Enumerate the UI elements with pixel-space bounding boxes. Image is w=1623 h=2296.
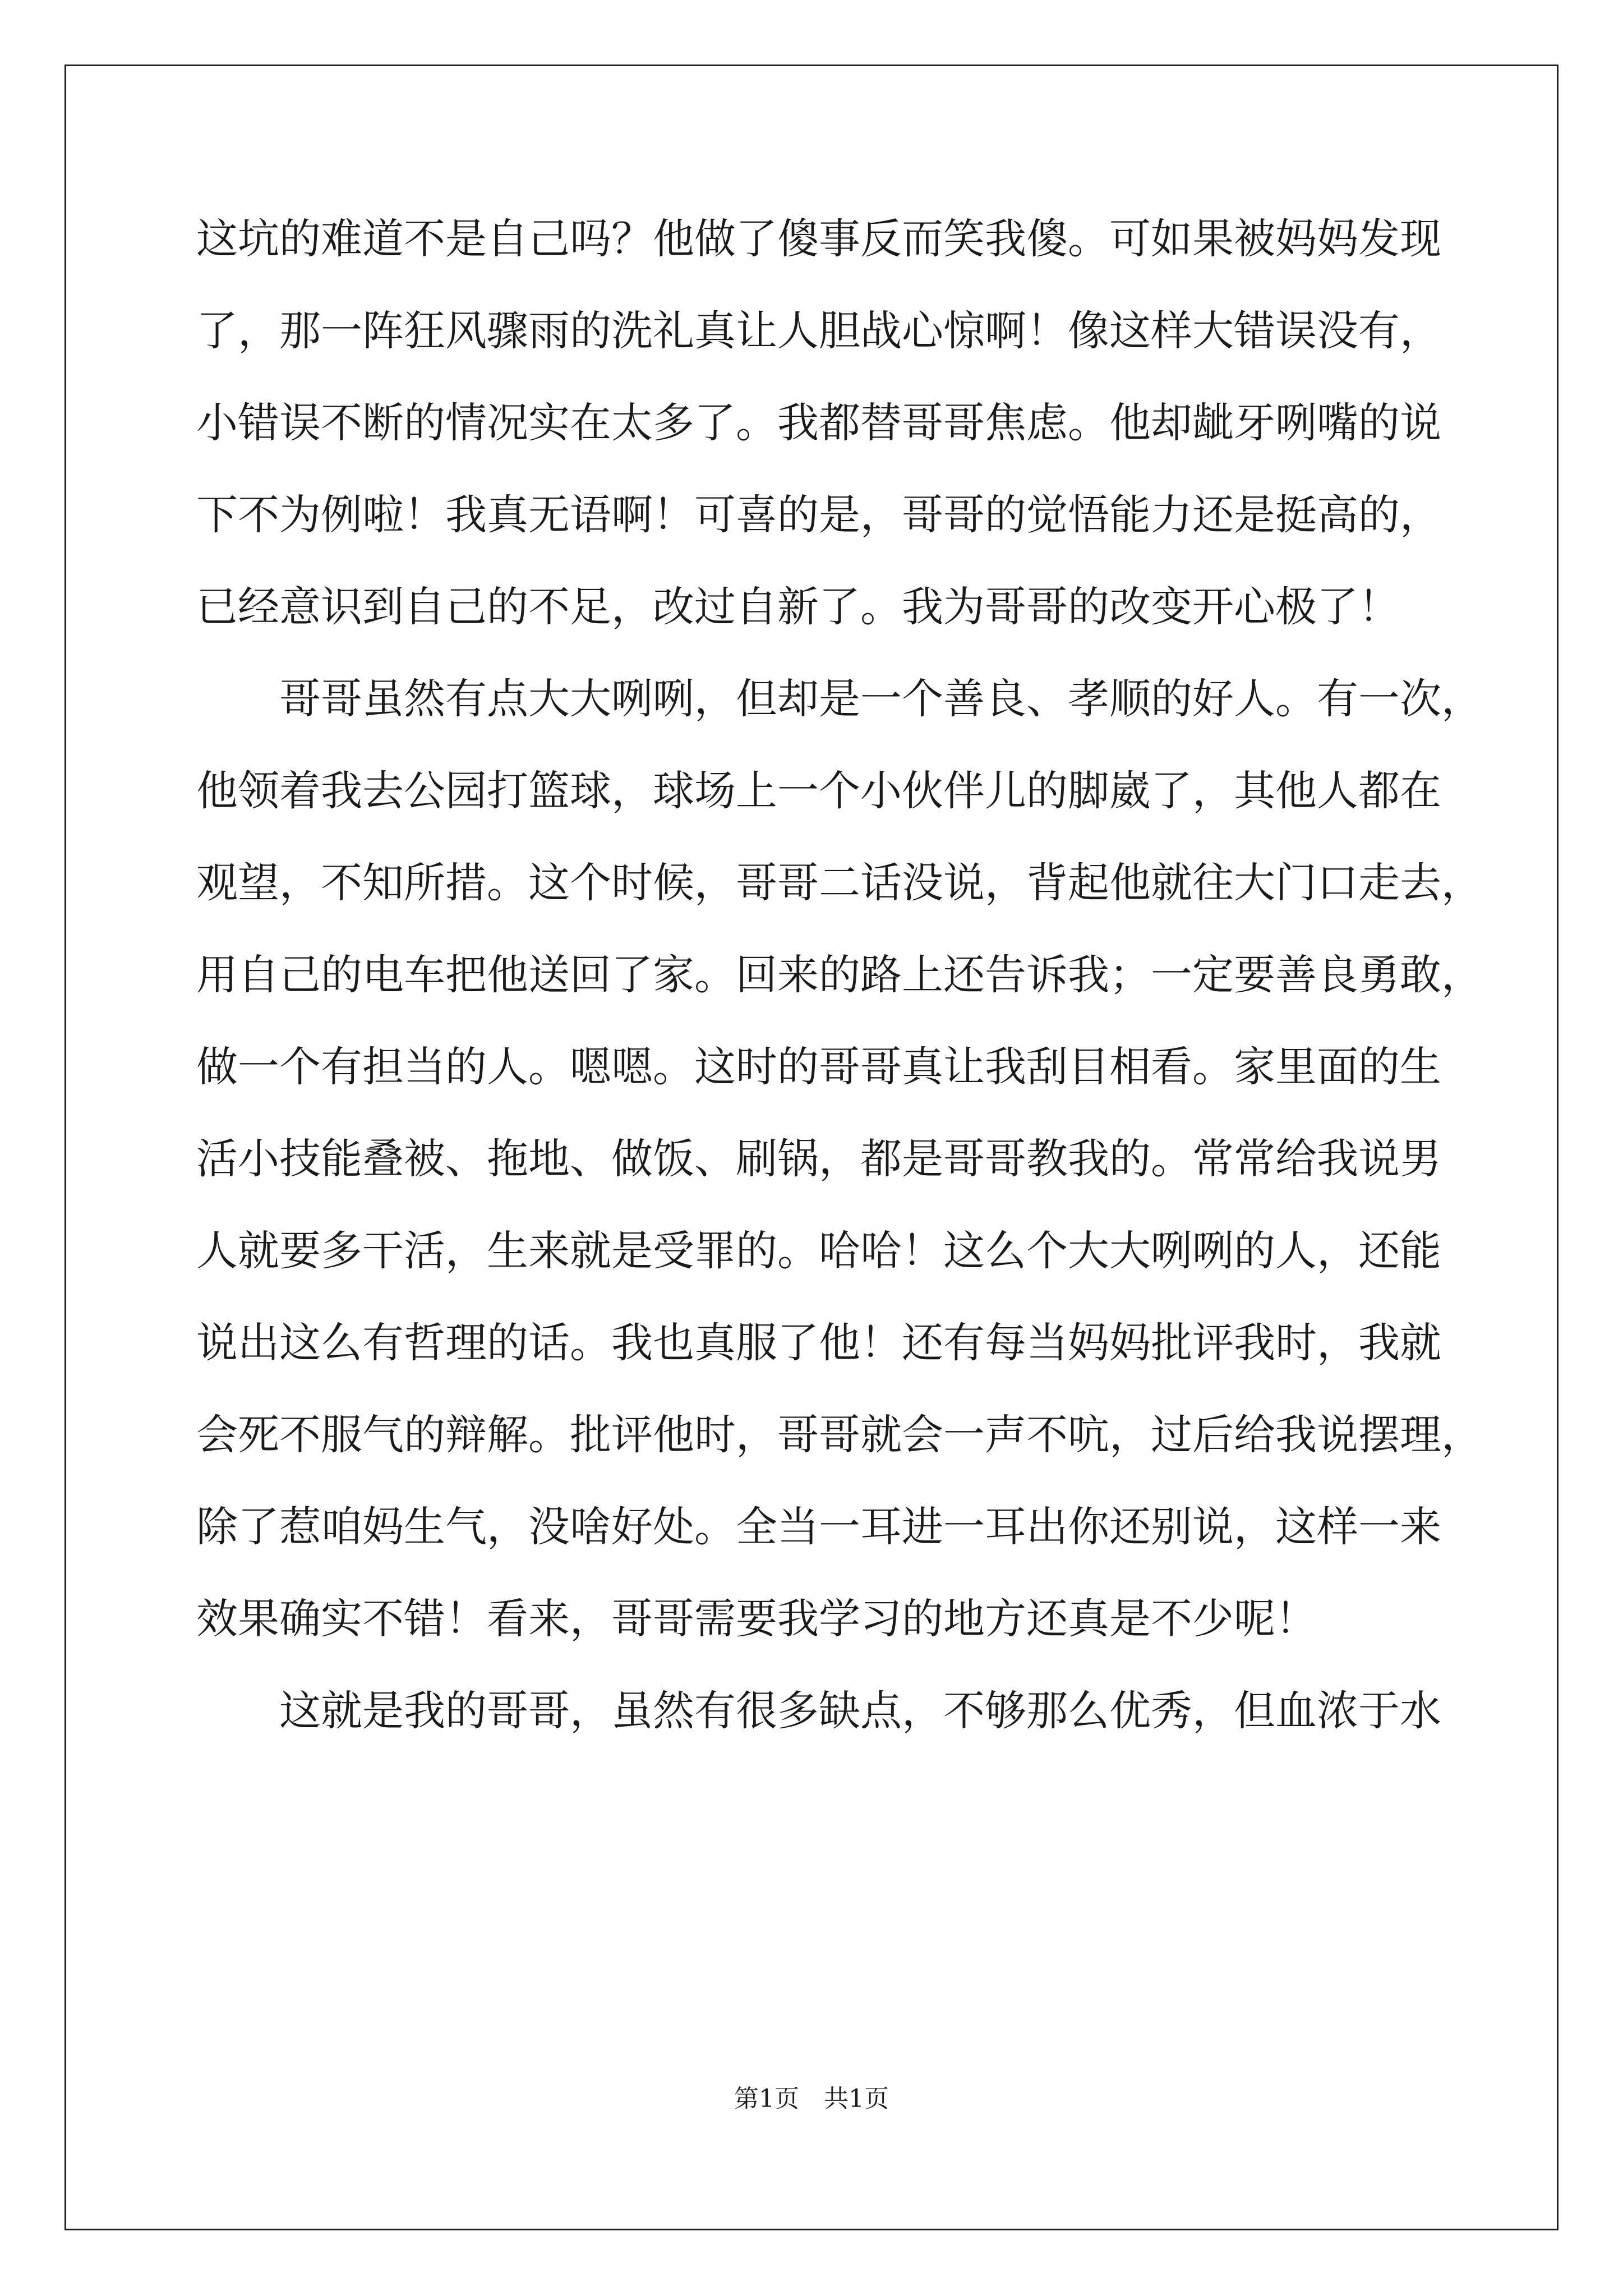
text-line: 人就要多干活，生来就是受罪的。哈哈！这么个大大咧咧的人，还能 xyxy=(196,1227,1441,1275)
text-line: 小错误不断的情况实在太多了。我都替哥哥焦虑。他却龇牙咧嘴的说 xyxy=(196,399,1441,447)
text-line: 这就是我的哥哥，虽然有很多缺点，不够那么优秀，但血浓于水 xyxy=(279,1687,1441,1735)
text-line: 观望，不知所措。这个时候，哥哥二话没说，背起他就往大门口走去， xyxy=(196,859,1483,907)
text-line: 已经意识到自己的不足，改过自新了。我为哥哥的改变开心极了！ xyxy=(196,583,1400,631)
text-line: 下不为例啦！我真无语啊！可喜的是，哥哥的觉悟能力还是挺高的， xyxy=(196,491,1441,539)
text-line: 做一个有担当的人。嗯嗯。这时的哥哥真让我刮目相看。家里面的生 xyxy=(196,1043,1441,1091)
text-line: 活小技能叠被、拖地、做饭、刷锅，都是哥哥教我的。常常给我说男 xyxy=(196,1135,1441,1183)
text-line: 除了惹咱妈生气，没啥好处。全当一耳进一耳出你还别说，这样一来 xyxy=(196,1503,1441,1551)
text-line: 了，那一阵狂风骤雨的洗礼真让人胆战心惊啊！像这样大错误没有， xyxy=(196,307,1441,355)
text-line: 他领着我去公园打篮球，球场上一个小伙伴儿的脚崴了，其他人都在 xyxy=(196,767,1441,815)
text-line: 会死不服气的辩解。批评他时，哥哥就会一声不吭，过后给我说摆理， xyxy=(196,1411,1483,1459)
text-line: 说出这么有哲理的话。我也真服了他！还有每当妈妈批评我时，我就 xyxy=(196,1319,1441,1367)
page-total: 共1页 xyxy=(824,2085,889,2113)
text-line: 哥哥虽然有点大大咧咧，但却是一个善良、孝顺的好人。有一次， xyxy=(279,675,1483,723)
page-footer xyxy=(0,2078,1623,2114)
page-number: 第1页 xyxy=(734,2085,799,2113)
text-line: 效果确实不错！看来，哥哥需要我学习的地方还真是不少呢！ xyxy=(196,1595,1317,1643)
text-line: 这坑的难道不是自己吗？他做了傻事反而笑我傻。可如果被妈妈发现 xyxy=(196,215,1441,263)
text-line: 用自己的电车把他送回了家。回来的路上还告诉我；一定要善良勇敢， xyxy=(196,951,1483,999)
